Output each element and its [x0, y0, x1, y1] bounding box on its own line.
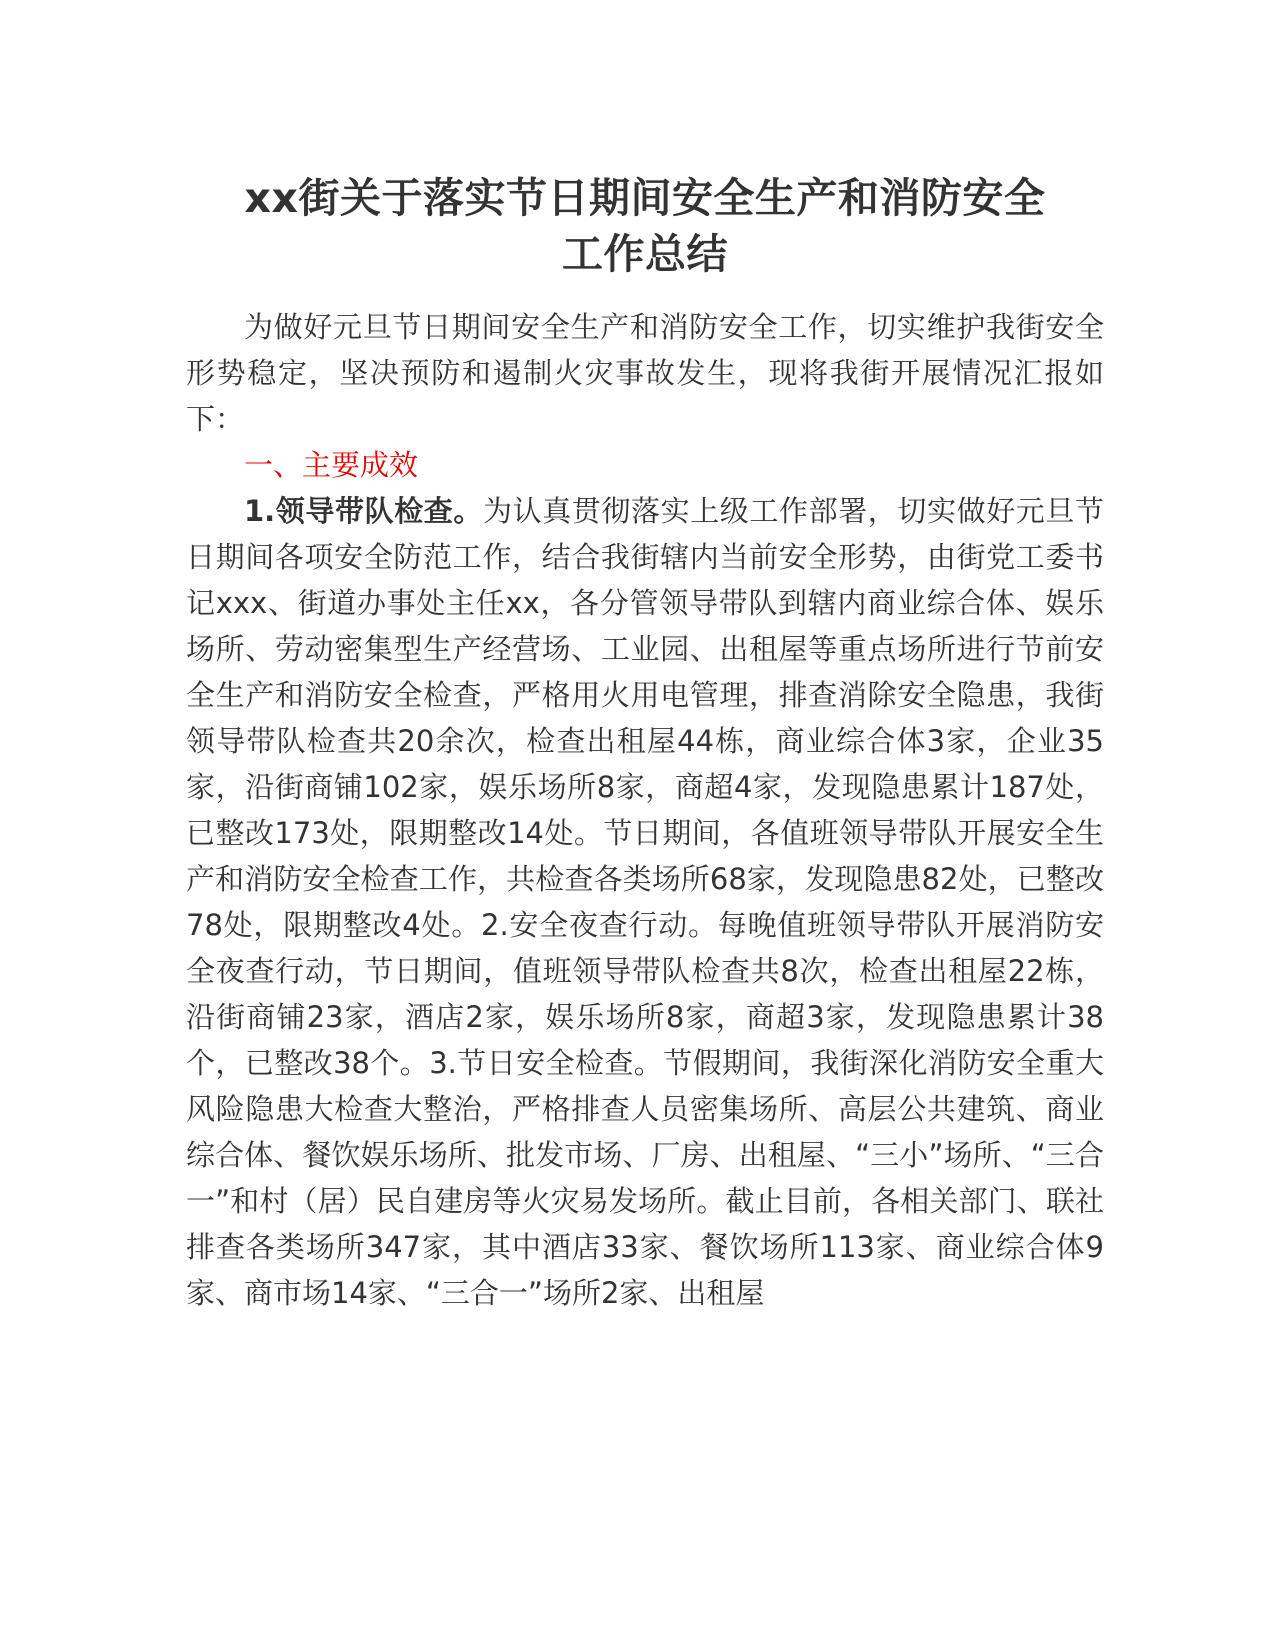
document-title: [186, 170, 1104, 282]
title-line-1: xx街关于落实节日期间安全生产和消防安全: [244, 174, 1046, 222]
item-1-lead: 1.领导带队检查。: [244, 494, 483, 528]
document-page: [186, 170, 1104, 1316]
title-line-2: 工作总结: [562, 230, 728, 278]
intro-paragraph: 为做好元旦节日期间安全生产和消防安全工作，切实维护我街安全形势稳定，坚决预防和遏制火灾事故发生，现将我街开展情况汇报如下：: [186, 310, 1104, 436]
item-1-paragraph: [186, 488, 1104, 1316]
section-heading-main-results: 一、主要成效: [244, 448, 419, 482]
item-1-body: 为认真贯彻落实上级工作部署，切实做好元旦节日期间各项安全防范工作，结合我街辖内当前安全形势，由街党工委书记xxx、街道办事处主任xx，各分管领导带队到辖内商业综合体、娱乐场所、劳动密集型生产经营场、工业园、出租屋等重点场所进行节前安全生产和消防安全检查，严格用火用电管理，排查消除安全隐患，我街领导带队检查共20余次，检查出租屋44栋，商业综合体3家，企业35家，沿街商铺102家，娱乐场所8家，商超4家，发现隐患累计187处，已整改173处，限期整改14处。节日期间，各值班领导带队开展安全生产和消防安全检查工作，共检查各类场所68家，发现隐患82处，已整改78处，限期整改4处。2.安全夜查行动。每晚值班领导带队开展消防安全夜查行动，节日期间，值班领导带队检查共8次，检查出租屋22栋，沿街商铺23家，酒店2家，娱乐场所8家，商超3家，发现隐患累计38个，已整改38个。3.节日安全检查。节假期间，我街深化消防安全重大风险隐患大检查大整治，严格排查人员密集场所、高层公共建筑、商业综合体、餐饮娱乐场所、批发市场、厂房、出租屋、“三小”场所、“三合一”和村（居）民自建房等火灾易发场所。截止目前，各相关部门、联社排查各类场所347家，其中酒店33家、餐饮场所113家、商业综合体9家、商市场14家、“三合一”场所2家、出租屋: [186, 494, 1104, 1310]
document-body: [186, 304, 1104, 1316]
